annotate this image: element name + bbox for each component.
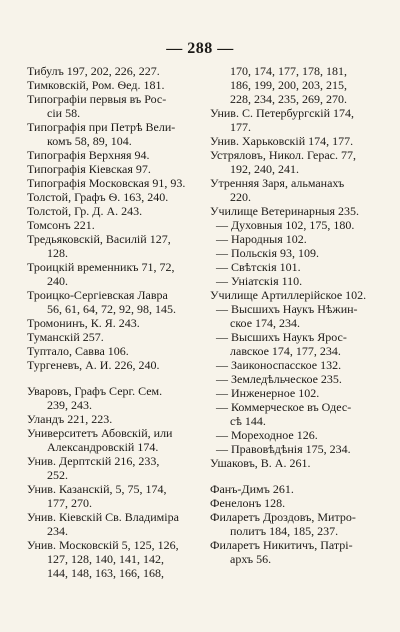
index-entry-line: Тредьяковскій, Василій 127,: [27, 232, 171, 246]
index-entry: [210, 260, 385, 274]
index-entry-line: Устряловъ, Никол. Герас. 77,: [210, 148, 356, 162]
index-entry-line: — Коммерческое въ Одес-: [216, 400, 352, 414]
index-entry: [210, 302, 385, 330]
index-entry: [27, 260, 203, 288]
index-entry: [210, 456, 385, 470]
index-entry-line: ское 174, 234.: [230, 316, 301, 330]
index-entry-line: Фанъ-Димъ 261.: [210, 482, 294, 496]
index-entry: [210, 176, 385, 204]
index-entry-line: 177, 270.: [47, 496, 92, 510]
index-entry-line: Троицкій временникъ 71, 72,: [27, 260, 175, 274]
index-entry-line: Туманскій 257.: [27, 330, 104, 344]
index-entry: [210, 218, 385, 232]
index-entry-line: Унив. Казанскій, 5, 75, 174,: [27, 482, 167, 496]
index-entry: [27, 162, 203, 176]
index-entry: [27, 510, 203, 538]
right-column: [210, 64, 385, 566]
index-entry: [210, 148, 385, 176]
index-entry-line: Уландъ 221, 223.: [27, 412, 113, 426]
index-entry: [210, 232, 385, 246]
index-entry: [210, 246, 385, 260]
index-entry: [27, 148, 203, 162]
index-entry-line: Типографія Кіевская 97.: [27, 162, 151, 176]
index-entry: [210, 428, 385, 442]
section-gap: [210, 470, 385, 482]
index-entry-line: 192, 240, 241.: [230, 162, 299, 176]
index-entry: [27, 426, 203, 454]
index-entry-line: Александровскій 174.: [47, 440, 159, 454]
index-entry: [27, 538, 203, 580]
index-entry: [210, 482, 385, 496]
index-entry-line: — Земледѣльческое 235.: [216, 372, 342, 386]
index-entry: [210, 372, 385, 386]
index-entry: [27, 232, 203, 260]
index-entry-line: — Мореходное 126.: [216, 428, 318, 442]
index-entry: [210, 386, 385, 400]
index-entry-line: — Заиконоспасское 132.: [216, 358, 342, 372]
index-entry: [210, 288, 385, 302]
index-entry-line: Толстой, Графъ Ѳ. 163, 240.: [27, 190, 169, 204]
index-entry-line: 186, 199, 200, 203, 215,: [230, 78, 347, 92]
index-entry-line: — Высшихъ Наукъ Нѣжин-: [216, 302, 358, 316]
index-entry-line: 240.: [47, 274, 68, 288]
index-entry-line: Толстой, Гр. Д. А. 243.: [27, 204, 143, 218]
index-entry-line: политъ 184, 185, 237.: [230, 524, 339, 538]
index-entry: [27, 92, 203, 120]
index-entry-line: 234.: [47, 524, 68, 538]
index-entry: [210, 64, 385, 106]
index-entry-line: Унив. Дерптскій 216, 233,: [27, 454, 160, 468]
index-entry: [210, 106, 385, 134]
index-entry: [210, 274, 385, 288]
index-entry-line: сѣ 144.: [230, 414, 266, 428]
index-entry: [210, 330, 385, 358]
index-entry: [27, 330, 203, 344]
index-entry: [27, 288, 203, 316]
index-entry-line: 228, 234, 235, 269, 270.: [230, 92, 347, 106]
index-entry-line: Тупталo, Савва 106.: [27, 344, 129, 358]
index-entry: [27, 204, 203, 218]
index-entry-line: Типографія Московская 91, 93.: [27, 176, 186, 190]
index-entry-line: 220.: [230, 190, 251, 204]
index-entry-line: комъ 58, 89, 104.: [47, 134, 132, 148]
index-entry: [210, 538, 385, 566]
index-entry: [27, 316, 203, 330]
index-entry-line: 177.: [230, 120, 251, 134]
index-entry-line: Типографія при Петрѣ Вели-: [27, 120, 176, 134]
index-entry-line: Филаретъ Дроздовъ, Митро-: [210, 510, 356, 524]
index-entry-line: Унив. Московскій 5, 125, 126,: [27, 538, 179, 552]
index-entry-line: 128.: [47, 246, 68, 260]
index-entry: [210, 496, 385, 510]
index-entry-line: 252.: [47, 468, 68, 482]
index-entry-line: — Инженерное 102.: [216, 386, 320, 400]
index-entry-line: Училище Ветеринарныя 235.: [210, 204, 360, 218]
index-entry-line: Тимковскій, Ром. Ѳед. 181.: [27, 78, 165, 92]
index-entry-line: — Польскія 93, 109.: [216, 246, 319, 260]
index-entry-line: Типографія Верхняя 94.: [27, 148, 150, 162]
index-entry-line: — Высшихъ Наукъ Ярос-: [216, 330, 347, 344]
index-entry-line: Томсонъ 221.: [27, 218, 95, 232]
index-entry-line: — Свѣтскія 101.: [216, 260, 301, 274]
index-entry: [27, 454, 203, 482]
index-entry-line: Троицко-Сергіевская Лавра: [27, 288, 168, 302]
index-entry: [27, 64, 203, 78]
index-entry-line: Ушаковъ, В. А. 261.: [210, 456, 311, 470]
index-entry-line: архъ 56.: [230, 552, 272, 566]
index-entry: [27, 190, 203, 204]
index-entry: [210, 134, 385, 148]
index-entry-line: 144, 148, 163, 166, 168,: [47, 566, 164, 580]
index-entry: [27, 482, 203, 510]
index-entry-line: Унив. Кіевскій Св. Владиміра: [27, 510, 179, 524]
index-entry: [210, 400, 385, 428]
index-entry-line: Училище Артиллерійское 102.: [210, 288, 367, 302]
index-entry-line: Унив. Харьковскій 174, 177.: [210, 134, 354, 148]
index-entry: [27, 344, 203, 358]
index-entry-line: Университетъ Абовскій, или: [27, 426, 173, 440]
section-gap: [27, 372, 203, 384]
index-entry-line: Фенелонъ 128.: [210, 496, 286, 510]
index-entry-line: сіи 58.: [47, 106, 81, 120]
index-entry-line: 239, 243.: [47, 398, 92, 412]
index-entry: [27, 120, 203, 148]
index-entry-line: Филаретъ Никитичъ, Патрі-: [210, 538, 353, 552]
index-entry-line: Типографіи первыя въ Рос-: [27, 92, 167, 106]
index-entry-line: Уваровъ, Графъ Серг. Сем.: [27, 384, 163, 398]
index-entry-line: 56, 61, 64, 72, 92, 98, 145.: [47, 302, 176, 316]
index-entry-line: — Правовѣдѣнія 175, 234.: [216, 442, 351, 456]
index-entry: [27, 384, 203, 412]
index-entry-line: Тургеневъ, А. И. 226, 240.: [27, 358, 160, 372]
index-entry: [210, 204, 385, 218]
index-entry-line: 170, 174, 177, 178, 181,: [230, 64, 347, 78]
index-entry-line: — Уніатскія 110.: [216, 274, 303, 288]
index-entry-line: Тибулъ 197, 202, 226, 227.: [27, 64, 160, 78]
index-entry-line: Унив. С. Петербургскій 174,: [210, 106, 354, 120]
index-entry: [27, 358, 203, 372]
index-entry-line: 127, 128, 140, 141, 142,: [47, 552, 164, 566]
page-number: — 288 —: [166, 40, 234, 57]
index-entry: [27, 218, 203, 232]
index-entry: [210, 442, 385, 456]
index-entry-line: лавское 174, 177, 234.: [230, 344, 341, 358]
index-entry-line: — Духовныя 102, 175, 180.: [216, 218, 355, 232]
left-column: [27, 64, 203, 580]
index-entry: [27, 176, 203, 190]
index-entry-line: Тромонинъ, К. Я. 243.: [27, 316, 140, 330]
index-entry: [210, 510, 385, 538]
index-entry-line: Утренняя Заря, альманахъ: [210, 176, 345, 190]
index-entry: [210, 358, 385, 372]
index-entry: [27, 78, 203, 92]
index-entry: [27, 412, 203, 426]
index-entry-line: — Народныя 102.: [216, 232, 307, 246]
